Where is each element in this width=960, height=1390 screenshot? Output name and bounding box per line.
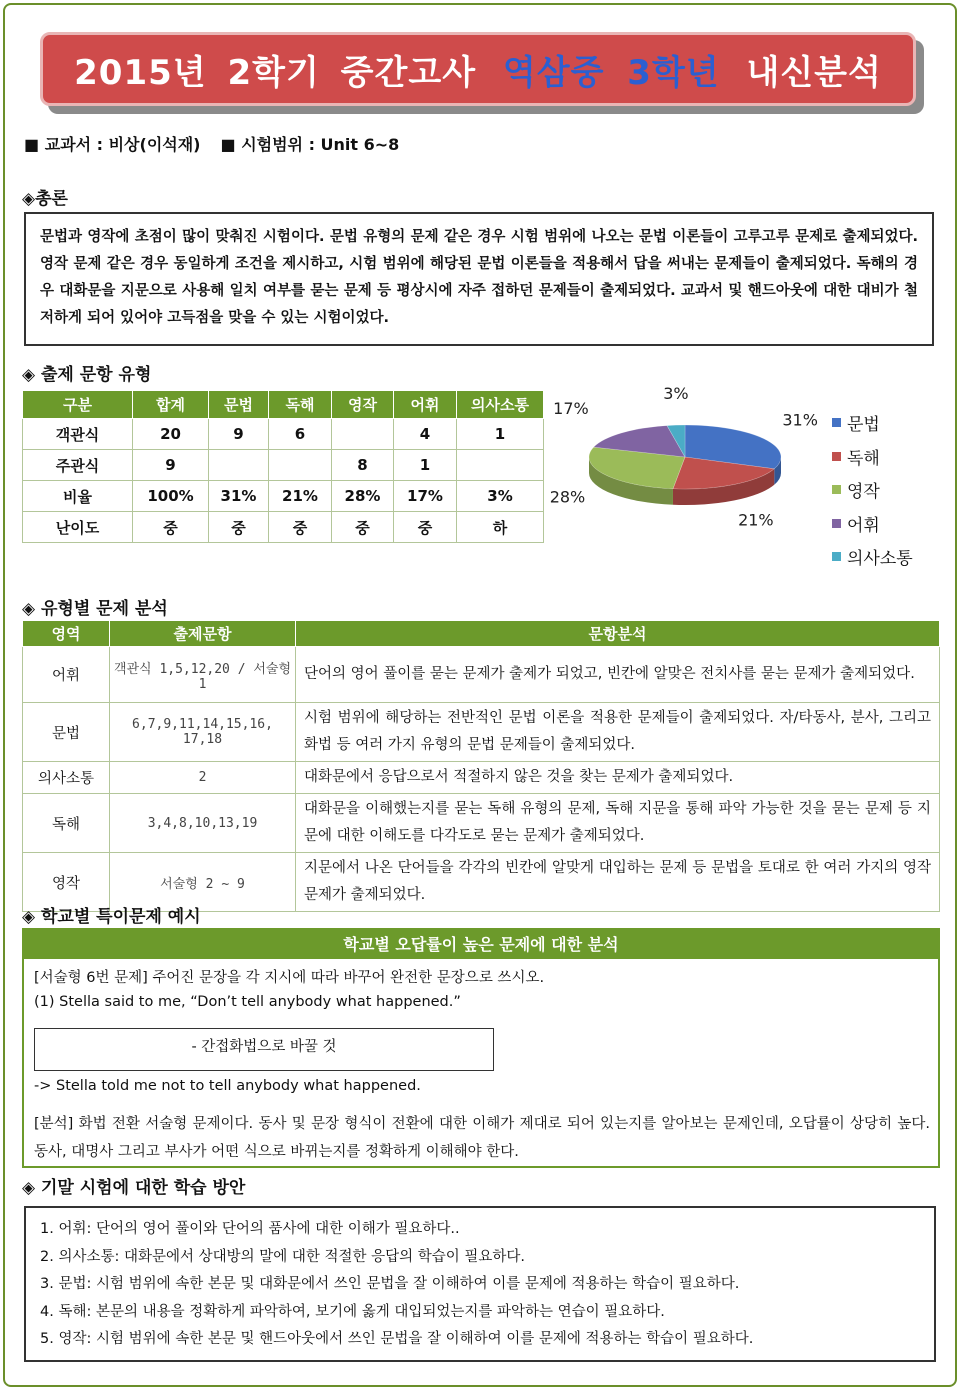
table-cell: 17% bbox=[394, 481, 457, 512]
table-cell: 28% bbox=[332, 481, 394, 512]
table-cell: 8 bbox=[332, 450, 394, 481]
title-analysis: 내신분석 bbox=[746, 52, 882, 93]
plan-item: 4. 독해: 본문의 내용을 정확하게 파악하여, 보기에 옳게 대입되었는지를 파악하는 연습이 필요하다. bbox=[40, 1303, 665, 1320]
title-school: 역삼중 bbox=[502, 52, 605, 93]
area-cell: 영작 bbox=[23, 853, 110, 912]
title-grade: 3학년 bbox=[627, 52, 720, 93]
condition-box bbox=[34, 1028, 494, 1071]
school-analysis-text: [분석] 화법 전환 서술형 문제이다. 동사 및 문장 형식이 전환에 대한 이해가 제대로 되어 있는지를 알아보는 문제인데, 오답률이 상당히 높다. 동사, 대명사 그리고 부사가 어떤 식으로 바뀌는지를 정확하게 이해해야 한다. bbox=[34, 1116, 930, 1160]
plan-item: 5. 영작: 시험 범위에 속한 본문 및 핸드아웃에서 쓰인 문법을 잘 이해하여 이를 문제에 적용하는 학습이 필요하다. bbox=[40, 1331, 754, 1347]
table-cell: 20 bbox=[133, 419, 209, 450]
overview-box bbox=[24, 212, 934, 346]
table-row bbox=[23, 794, 940, 853]
plan-item: 3. 문법: 시험 범위에 속한 본문 및 대화문에서 쓰인 문법을 잘 이해하여 이를 문제에 적용하는 학습이 필요하다. bbox=[40, 1276, 740, 1292]
legend-item bbox=[832, 440, 913, 474]
table-cell: 21% bbox=[269, 481, 332, 512]
items-cell: 객관식 1,5,12,20 / 서술형 1 bbox=[110, 647, 296, 703]
table-cell: 6 bbox=[269, 419, 332, 450]
table-cell: 31% bbox=[209, 481, 269, 512]
plan-item: 2. 의사소통: 대화문에서 상대방의 말에 대한 적절한 응답의 학습이 필요하다. bbox=[40, 1248, 526, 1265]
area-cell: 어휘 bbox=[23, 647, 110, 703]
area-cell: 독해 bbox=[23, 794, 110, 853]
area-cell: 문법 bbox=[23, 703, 110, 762]
table-cell: 1 bbox=[394, 450, 457, 481]
table-cell: 객관식 bbox=[23, 419, 133, 450]
answer-text: -> Stella told me not to tell anybody what happened. bbox=[34, 1078, 421, 1094]
type-table-header: 합계 bbox=[133, 391, 209, 419]
type-table-header: 어휘 bbox=[394, 391, 457, 419]
analysis-table bbox=[22, 620, 940, 912]
table-cell: 9 bbox=[209, 419, 269, 450]
legend-swatch bbox=[832, 418, 841, 427]
table-cell bbox=[269, 450, 332, 481]
type-table-header: 독해 bbox=[269, 391, 332, 419]
items-cell: 6,7,9,11,14,15,16, 17,18 bbox=[110, 703, 296, 762]
table-cell: 난이도 bbox=[23, 512, 133, 543]
legend-swatch bbox=[832, 552, 841, 561]
legend-item bbox=[832, 540, 913, 574]
analysis-cell: 대화문에서 응답으로서 적절하지 않은 것을 찾는 문제가 출제되었다. bbox=[296, 762, 940, 794]
chart-legend bbox=[832, 406, 913, 574]
pie-data-label: 31% bbox=[782, 410, 818, 430]
legend-label: 독해 bbox=[847, 448, 880, 469]
pie-data-label: 3% bbox=[663, 383, 689, 403]
title-year: 2015년 bbox=[74, 52, 207, 93]
pie-data-label: 28% bbox=[549, 487, 586, 507]
table-cell: 중 bbox=[269, 512, 332, 543]
table-cell: 하 bbox=[457, 512, 544, 543]
table-cell: 중 bbox=[133, 512, 209, 543]
table-row bbox=[23, 450, 544, 481]
table-cell: 주관식 bbox=[23, 450, 133, 481]
school-box-header: 학교별 오답률이 높은 문제에 대한 분석 bbox=[24, 930, 938, 959]
analysis-table-header: 영역 bbox=[23, 621, 110, 647]
section-types-heading: ◈ 출제 문항 유형 bbox=[22, 365, 152, 385]
table-row bbox=[23, 419, 544, 450]
range-info: ■ 시험범위 : Unit 6~8 bbox=[220, 135, 400, 154]
analysis-table-header: 문항분석 bbox=[296, 621, 940, 647]
type-table bbox=[22, 390, 544, 543]
legend-label: 영작 bbox=[847, 482, 880, 503]
table-cell: 1 bbox=[457, 419, 544, 450]
table-row bbox=[23, 703, 940, 762]
type-table-header: 영작 bbox=[332, 391, 394, 419]
table-cell: 중 bbox=[209, 512, 269, 543]
legend-item bbox=[832, 507, 913, 541]
analysis-cell: 대화문을 이해했는지를 묻는 독해 유형의 문제, 독해 지문을 통해 파악 가능한 것을 묻는 문제 등 지문에 대한 이해도를 다각도로 묻는 문제가 출제되었다. bbox=[296, 794, 940, 853]
table-cell: 4 bbox=[394, 419, 457, 450]
table-cell: 9 bbox=[133, 450, 209, 481]
condition-text: - 간접화법으로 바꿀 것 bbox=[191, 1039, 337, 1055]
table-cell: 100% bbox=[133, 481, 209, 512]
type-table-header: 의사소통 bbox=[457, 391, 544, 419]
sentence-text: (1) Stella said to me, “Don’t tell anybody what happened.” bbox=[34, 994, 461, 1010]
question-text: [서술형 6번 문제] 주어진 문장을 각 지시에 따라 바꾸어 완전한 문장으로 쓰시오. bbox=[34, 970, 545, 986]
pie-data-label: 21% bbox=[738, 510, 774, 530]
school-example-box bbox=[22, 928, 940, 1168]
legend-item bbox=[832, 406, 913, 440]
exam-info bbox=[24, 132, 399, 155]
section-school-heading: ◈ 학교별 특이문제 예시 bbox=[22, 907, 201, 927]
legend-item bbox=[832, 473, 913, 507]
area-cell: 의사소통 bbox=[23, 762, 110, 794]
table-cell bbox=[457, 450, 544, 481]
overview-text: 문법과 영작에 초점이 많이 맞춰진 시험이다. 문법 유형의 문제 같은 경우 시험 범위에 나오는 문법 이론들이 고루고루 문제로 출제되었다. 영작 문제 같은 경우 동일하게 조건을 제시하고, 시험 범위에 해당된 문법 이론들을 적용해서 답을 써내는 문제들이 출제되었다. 독해의 경우 대화문을 지문으로 사용해 일치 여부를 묻는 문제 등 평상시에 자주 접하던 문제들이 출제되었다. 교과서 및 핸드아웃에 대한 대비가 철저하게 되어 있어야 고득점을 맞을 수 있는 시험이었다. bbox=[40, 229, 918, 326]
table-row bbox=[23, 647, 940, 703]
table-cell bbox=[209, 450, 269, 481]
items-cell: 2 bbox=[110, 762, 296, 794]
title-semester: 2학기 bbox=[227, 52, 320, 93]
type-table-header: 문법 bbox=[209, 391, 269, 419]
pie-data-label: 17% bbox=[553, 399, 589, 419]
analysis-cell: 단어의 영어 풀이를 묻는 문제가 출제가 되었고, 빈칸에 알맞은 전치사를 묻는 문제가 출제되었다. bbox=[296, 647, 940, 703]
textbook-info: ■ 교과서 : 비상(이석재) bbox=[24, 135, 201, 154]
plan-item: 1. 어휘: 단어의 영어 풀이와 단어의 품사에 대한 이해가 필요하다.. bbox=[40, 1221, 460, 1237]
legend-swatch bbox=[832, 452, 841, 461]
title-exam: 중간고사 bbox=[340, 52, 477, 93]
table-cell: 3% bbox=[457, 481, 544, 512]
legend-label: 어휘 bbox=[847, 515, 880, 536]
analysis-cell: 시험 범위에 해당하는 전반적인 문법 이론을 적용한 문제들이 출제되었다. 자/타동사, 분사, 그리고 화법 등 여러 가지 유형의 문법 문제들이 출제되었다. bbox=[296, 703, 940, 762]
legend-swatch bbox=[832, 485, 841, 494]
plan-box bbox=[24, 1206, 936, 1362]
table-cell: 중 bbox=[394, 512, 457, 543]
items-cell: 3,4,8,10,13,19 bbox=[110, 794, 296, 853]
section-analysis-heading: ◈ 유형별 문제 분석 bbox=[22, 599, 168, 619]
section-plan-heading: ◈ 기말 시험에 대한 학습 방안 bbox=[22, 1178, 246, 1198]
analysis-cell: 지문에서 나온 단어들을 각각의 빈칸에 알맞게 대입하는 문제 등 문법을 토대로 한 여러 가지의 영작 문제가 출제되었다. bbox=[296, 853, 940, 912]
table-cell: 중 bbox=[332, 512, 394, 543]
title-banner bbox=[40, 32, 916, 106]
type-table-header: 구분 bbox=[23, 391, 133, 419]
table-cell: 비율 bbox=[23, 481, 133, 512]
table-cell bbox=[332, 419, 394, 450]
table-row bbox=[23, 481, 544, 512]
page-title bbox=[70, 45, 886, 94]
analysis-table-header: 출제문항 bbox=[110, 621, 296, 647]
table-row bbox=[23, 512, 544, 543]
legend-swatch bbox=[832, 519, 841, 528]
items-cell: 서술형 2 ~ 9 bbox=[110, 853, 296, 912]
table-row bbox=[23, 762, 940, 794]
legend-label: 문법 bbox=[847, 415, 880, 436]
section-overview-heading: ◈총론 bbox=[22, 189, 68, 209]
legend-label: 의사소통 bbox=[847, 549, 913, 570]
